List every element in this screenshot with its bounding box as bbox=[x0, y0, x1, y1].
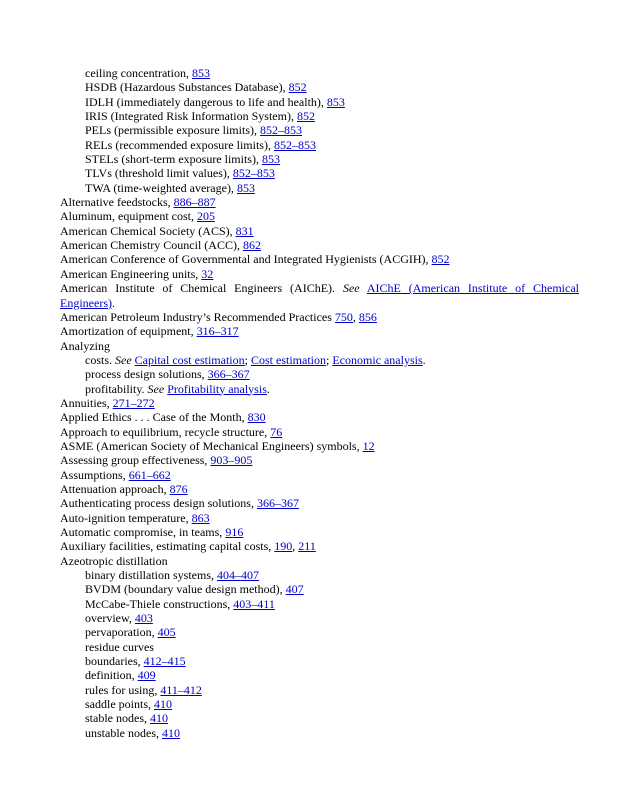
index-term: Alternative feedstocks, bbox=[60, 195, 174, 210]
index-page-link[interactable]: 916 bbox=[225, 525, 244, 539]
index-term: saddle points, bbox=[85, 697, 154, 712]
index-page-link[interactable]: 32 bbox=[201, 266, 214, 281]
index-entry bbox=[60, 511, 579, 525]
index-term: McCabe-Thiele constructions, bbox=[85, 596, 234, 611]
index-term: residue curves bbox=[85, 639, 154, 654]
index-subentry bbox=[60, 697, 579, 711]
index-page-link[interactable]: 211 bbox=[298, 539, 316, 554]
index-page-link[interactable]: 403–411 bbox=[233, 596, 275, 611]
index-subentry bbox=[60, 582, 579, 596]
index-subentry bbox=[60, 152, 579, 166]
index-page-link[interactable]: 76 bbox=[270, 424, 283, 439]
index-term: ASME (American Society of Mechanical Engineers) symbols, bbox=[60, 438, 363, 453]
index-term: Applied Ethics . . . Case of the Month, bbox=[60, 410, 248, 425]
index-term: RELs (recommended exposure limits), bbox=[85, 137, 274, 152]
index-term: Amortization of equipment, bbox=[60, 324, 197, 339]
index-subentry bbox=[60, 367, 579, 381]
index-term: boundaries, bbox=[85, 654, 144, 669]
index-term: Auxiliary facilities, estimating capital costs, bbox=[60, 539, 275, 554]
index-subentry bbox=[60, 726, 579, 740]
index-subentry bbox=[60, 353, 579, 367]
index-entry bbox=[60, 310, 579, 324]
index-entry bbox=[60, 252, 579, 266]
index-page-link[interactable]: 852–853 bbox=[232, 166, 275, 181]
index-page-link[interactable]: 853 bbox=[326, 94, 345, 109]
index-term: unstable nodes, bbox=[85, 725, 162, 740]
index-term: TWA (time-weighted average), bbox=[85, 180, 237, 195]
index-page bbox=[60, 66, 579, 740]
index-page-link[interactable]: 852 bbox=[288, 80, 307, 95]
index-entry bbox=[60, 281, 579, 310]
index-term: stable nodes, bbox=[85, 711, 150, 726]
index-subentry bbox=[60, 611, 579, 625]
index-subentry bbox=[60, 625, 579, 639]
index-page-link[interactable]: 409 bbox=[137, 668, 156, 683]
index-page-link[interactable]: 366–367 bbox=[256, 496, 299, 511]
index-page-link[interactable]: 410 bbox=[150, 711, 168, 726]
index-page-link[interactable]: 852 bbox=[431, 252, 450, 267]
index-entry bbox=[60, 525, 579, 539]
index-term: profitability. bbox=[85, 381, 148, 396]
index-entry bbox=[60, 238, 579, 252]
index-term: Azeotropic distillation bbox=[60, 553, 168, 568]
index-term: . bbox=[266, 381, 270, 396]
index-page-link[interactable]: 750 bbox=[334, 309, 353, 324]
index-term: American Engineering units, bbox=[60, 266, 202, 281]
index-entry bbox=[60, 539, 579, 553]
index-entry bbox=[60, 224, 579, 238]
index-page-link[interactable]: 661–662 bbox=[128, 467, 171, 482]
index-term: American Chemical Society (ACS), bbox=[60, 223, 236, 238]
index-entry bbox=[60, 468, 579, 482]
index-term: BVDM (boundary value design method), bbox=[85, 582, 286, 597]
index-page-link[interactable]: 271–272 bbox=[112, 395, 155, 410]
index-term: , bbox=[352, 309, 359, 324]
index-entry bbox=[60, 439, 579, 453]
index-subentry bbox=[60, 66, 579, 80]
index-term bbox=[360, 281, 367, 295]
index-page-link[interactable]: 876 bbox=[169, 481, 188, 496]
index-page-link[interactable]: 12 bbox=[362, 438, 375, 453]
index-page-link[interactable]: Capital cost estimation bbox=[134, 352, 245, 367]
index-term: TLVs (threshold limit values), bbox=[85, 166, 233, 181]
index-term: ; bbox=[244, 352, 251, 367]
index-term: PELs (permissible exposure limits), bbox=[85, 123, 260, 138]
index-term: HSDB (Hazardous Substances Database), bbox=[85, 80, 289, 95]
index-page-link[interactable]: 404–407 bbox=[217, 568, 259, 583]
index-term: Aluminum, equipment cost, bbox=[60, 209, 197, 224]
see-reference: See bbox=[115, 352, 132, 367]
index-subentry bbox=[60, 138, 579, 152]
index-term: STELs (short-term exposure limits), bbox=[85, 152, 262, 167]
index-subentry bbox=[60, 668, 579, 682]
index-term: IRIS (Integrated Risk Information System), bbox=[85, 109, 297, 124]
index-page-link[interactable]: 852 bbox=[296, 109, 315, 124]
index-page-link[interactable]: Cost estimation bbox=[250, 352, 326, 367]
index-page-link[interactable]: 886–887 bbox=[173, 195, 216, 210]
index-page-link[interactable]: 863 bbox=[191, 510, 210, 525]
index-page-link[interactable]: 862 bbox=[242, 238, 261, 253]
index-term: rules for using, bbox=[85, 682, 161, 697]
index-page-link[interactable]: 853 bbox=[261, 152, 280, 167]
index-entry bbox=[60, 425, 579, 439]
index-entry bbox=[60, 453, 579, 467]
index-entry bbox=[60, 396, 579, 410]
index-page-link[interactable]: 407 bbox=[285, 582, 304, 597]
index-page-link[interactable]: 205 bbox=[197, 209, 215, 224]
index-term: Automatic compromise, in teams, bbox=[60, 525, 226, 539]
index-term: Attenuation approach, bbox=[60, 481, 170, 496]
index-term: definition, bbox=[85, 668, 138, 683]
index-term: pervaporation, bbox=[85, 625, 158, 640]
index-page-link[interactable]: 856 bbox=[358, 309, 377, 324]
index-page-link[interactable]: Economic analysis bbox=[332, 352, 423, 367]
index-page-link[interactable]: 412–415 bbox=[143, 654, 186, 669]
index-page-link[interactable]: 852–853 bbox=[259, 123, 302, 138]
index-page-link[interactable]: 903–905 bbox=[210, 453, 253, 468]
index-subentry bbox=[60, 80, 579, 94]
index-subentry bbox=[60, 711, 579, 725]
index-entry bbox=[60, 209, 579, 223]
index-term: costs. bbox=[85, 352, 115, 367]
index-entry bbox=[60, 324, 579, 338]
index-entry bbox=[60, 267, 579, 281]
index-term: Assessing group effectiveness, bbox=[60, 453, 211, 468]
index-term: Analyzing bbox=[60, 338, 110, 353]
see-reference: See bbox=[342, 281, 360, 296]
index-subentry bbox=[60, 123, 579, 137]
index-entry bbox=[60, 554, 579, 568]
index-term: Assumptions, bbox=[60, 467, 129, 482]
index-page-link[interactable]: 403 bbox=[134, 611, 153, 626]
index-page-link[interactable]: 190 bbox=[274, 539, 293, 554]
index-page-link[interactable]: 316–317 bbox=[196, 324, 239, 339]
index-entry bbox=[60, 339, 579, 353]
index-subentry bbox=[60, 95, 579, 109]
index-entry bbox=[60, 410, 579, 424]
index-subentry bbox=[60, 597, 579, 611]
index-page-link[interactable]: 853 bbox=[236, 180, 255, 195]
index-page-link[interactable]: AIChE (American Institute of Chemical Engineers) bbox=[60, 281, 579, 310]
index-term: American Petroleum Industry’s Recommended Practices bbox=[60, 309, 335, 324]
index-term: Authenticating process design solutions, bbox=[60, 496, 257, 511]
index-term: ; bbox=[325, 352, 333, 367]
index-page-link[interactable]: 366–367 bbox=[207, 367, 250, 382]
index-term: Auto-ignition temperature, bbox=[60, 510, 192, 525]
index-page-link[interactable]: 410 bbox=[162, 725, 180, 740]
index-term: American Institute of Chemical Engineers (AIChE). bbox=[60, 281, 343, 296]
index-page-link[interactable]: Profitability analysis bbox=[167, 381, 267, 396]
index-subentry bbox=[60, 568, 579, 582]
index-page-link[interactable]: 411–412 bbox=[160, 682, 202, 697]
index-subentry bbox=[60, 640, 579, 654]
index-term: , bbox=[292, 539, 299, 554]
index-page-link[interactable]: 830 bbox=[247, 410, 266, 425]
index-term: . bbox=[111, 295, 115, 310]
index-page-link[interactable]: 853 bbox=[191, 66, 210, 80]
index-page-link[interactable]: 405 bbox=[157, 625, 176, 640]
index-term: American Conference of Governmental and Integrated Hygienists (ACGIH), bbox=[60, 252, 432, 267]
index-term: Approach to equilibrium, recycle structure, bbox=[60, 424, 271, 439]
index-subentry bbox=[60, 109, 579, 123]
index-subentry bbox=[60, 654, 579, 668]
index-entry bbox=[60, 482, 579, 496]
index-subentry bbox=[60, 181, 579, 195]
index-term: overview, bbox=[85, 611, 135, 626]
index-term: ceiling concentration, bbox=[85, 66, 192, 80]
index-page-link[interactable]: 852–853 bbox=[273, 137, 316, 152]
see-reference: See bbox=[147, 381, 165, 396]
index-term: process design solutions, bbox=[85, 367, 208, 382]
index-subentry bbox=[60, 166, 579, 180]
index-entry bbox=[60, 195, 579, 209]
index-term: . bbox=[422, 352, 426, 367]
index-term: IDLH (immediately dangerous to life and health), bbox=[85, 94, 327, 109]
index-term: Annuities, bbox=[60, 395, 113, 410]
index-page-link[interactable]: 831 bbox=[235, 223, 254, 238]
index-subentry bbox=[60, 382, 579, 396]
index-subentry bbox=[60, 683, 579, 697]
index-term: American Chemistry Council (ACC), bbox=[60, 238, 243, 253]
index-entry bbox=[60, 496, 579, 510]
index-term: binary distillation systems, bbox=[85, 568, 217, 583]
index-page-link[interactable]: 410 bbox=[154, 697, 172, 712]
